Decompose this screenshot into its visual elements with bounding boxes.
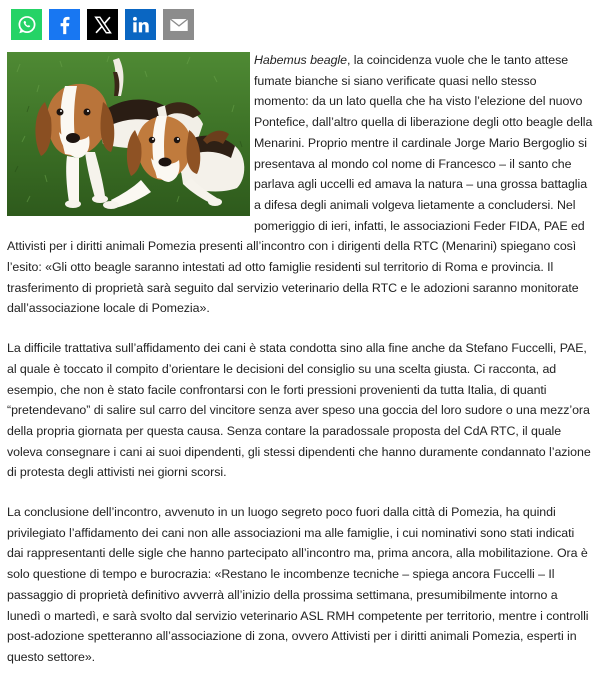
facebook-icon bbox=[54, 14, 76, 36]
x-icon bbox=[92, 14, 114, 36]
x-share-button[interactable] bbox=[87, 9, 118, 40]
paragraph-3: La conclusione dell’incontro, avvenuto in un luogo segreto poco fuori dalla città di Pomezia, ha quindi privilegiato l’affidamento dei cani non alle associazioni ma alle famiglie, i cui nominativi sono stati indicati dai rappresentanti delle sigle che hanno partecipato all’incontro ma, prima ancora, alla mobilitazione. Ora è solo questione di tempo e burocrazia: «Restano le incombenze tecniche – spiega ancora Fuccelli – Il passaggio di proprietà definitivo avverrà all’inizio della prossima settimana, presumibilmente intorno a lunedì o martedì, e sarà svolto dal servizio veterinario ASL RMH competente per territorio, mentre i controlli post-adozione spetteranno all’associazione di zona, ovvero Attivisti per i diritti animali Pomezia, esperti in questo settore». bbox=[7, 505, 589, 664]
facebook-share-button[interactable] bbox=[49, 9, 80, 40]
paragraph-2: La difficile trattativa sull’affidamento dei cani è stata condotta sino alla fine anche da Stefano Fuccelli, PAE, al quale è toccato il compito d’orientare le decisioni del consiglio su una scelta giusta. Ci racconta, ad esempio, che non è stato facile confrontarsi con le forti pressioni provenienti da tutta Italia, di quanti “pretendevano” di salire sul carro del vincitore senza aver speso una goccia del loro sudore o una mezz’ora della propria giornata per questa causa. Senza contare la paradossale proposta del CdA RTC, il quale voleva consegnare i cani ai suoi dipendenti, gli stessi dipendenti che hanno duramente condannato l’azione di protesta degli attivisti nei giorni scorsi. bbox=[7, 341, 591, 480]
beagles-image bbox=[7, 52, 250, 216]
whatsapp-icon bbox=[16, 14, 38, 36]
linkedin-icon bbox=[130, 14, 152, 36]
article-body bbox=[7, 50, 593, 687]
habemus-beagle-emphasis: Habemus beagle bbox=[254, 53, 347, 67]
whatsapp-share-button[interactable] bbox=[11, 9, 42, 40]
beagle-photo bbox=[7, 52, 250, 216]
email-icon bbox=[168, 14, 190, 36]
share-bar bbox=[11, 9, 194, 40]
paragraph-1-text: , la coincidenza vuole che le tanto attese fumate bianche si siano verificate quasi nello stesso momento: da un lato quella che ha visto l’elezione del nuovo Pontefice, dall’altro quella di liberazione degli otto beagle della Menarini. Proprio mentre il cardinale Jorge Mario Bergoglio si presentava al mondo col nome di Francesco – il santo che parlava agli uccelli ed amava la natura – una grossa battaglia a difesa degli animali volgeva lietamente a concludersi. Nel pomeriggio di ieri, infatti, le associazioni Feder FIDA, PAE ed Attivisti per i diritti animali Pomezia presenti all’incontro con i dirigenti della RTC (Menarini) spiegano così l’esito: «Gli otto beagle saranno intestati ad otto famiglie residenti sul territorio di Roma e provincia. Il trasferimento di proprietà sarà seguito dal servizio veterinario della RTC e le adozioni saranno monitorate dall’associazione locale di Pomezia». bbox=[7, 53, 593, 316]
linkedin-share-button[interactable] bbox=[125, 9, 156, 40]
email-share-button[interactable] bbox=[163, 9, 194, 40]
